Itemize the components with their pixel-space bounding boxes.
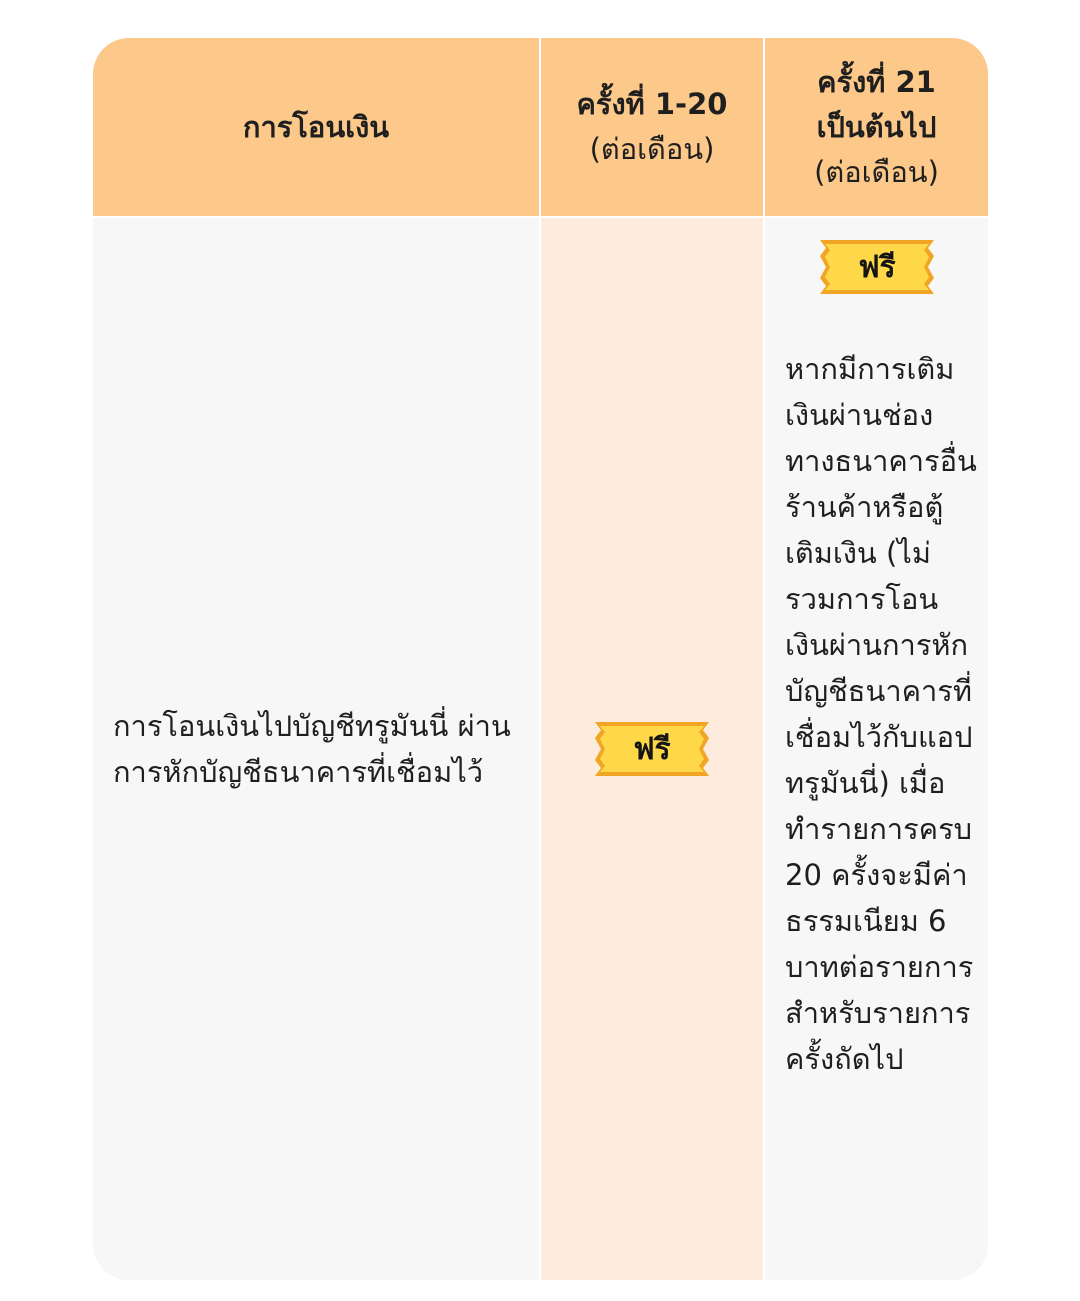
tier2-fee-note: หากมีการเติมเงินผ่านช่องทางธนาคารอื่น ร้านค้าหรือตู้เติมเงิน (ไม่รวมการโอนเงินผ่านการหักบัญชีธนาคารที่เชื่อมไว้กับแอปทรูมันนี่) เมื่อทำรายการครบ 20 ครั้งจะมีค่าธรรมเนียม 6 บาทต่อรายการสำหรับรายการครั้งถัดไป [785, 352, 977, 1076]
header-tier-21-title-line2: เป็นต้นไป [816, 109, 937, 144]
header-tier-1-20 [541, 38, 763, 216]
header-tier-21-plus [765, 38, 988, 216]
fee-table [93, 38, 988, 1280]
cell-description [93, 218, 539, 1280]
cell-tier-1-20 [541, 218, 763, 1280]
row-divider [93, 216, 988, 218]
free-badge-tier1-label: ฟรี [633, 731, 671, 767]
transfer-description: การโอนเงินไปบัญชีทรูมันนี่ ผ่านการหักบัญชีธนาคารที่เชื่อมไว้ [113, 709, 511, 789]
column-divider [763, 38, 765, 1280]
cell-tier-21-plus [765, 218, 988, 1280]
column-divider [539, 38, 541, 1280]
header-tier-21-title-line1: ครั้งที่ 21 [817, 64, 936, 99]
header-transfer [93, 38, 539, 216]
header-tier-1-20-title: ครั้งที่ 1-20 [576, 87, 728, 121]
free-badge-tier1 [593, 720, 711, 778]
free-badge-tier2 [818, 238, 936, 296]
header-transfer-title: การโอนเงิน [242, 109, 390, 144]
header-tier-1-20-sub: (ต่อเดือน) [589, 132, 715, 166]
header-tier-21-sub: (ต่อเดือน) [814, 154, 939, 189]
free-badge-tier2-label: ฟรี [858, 249, 896, 285]
